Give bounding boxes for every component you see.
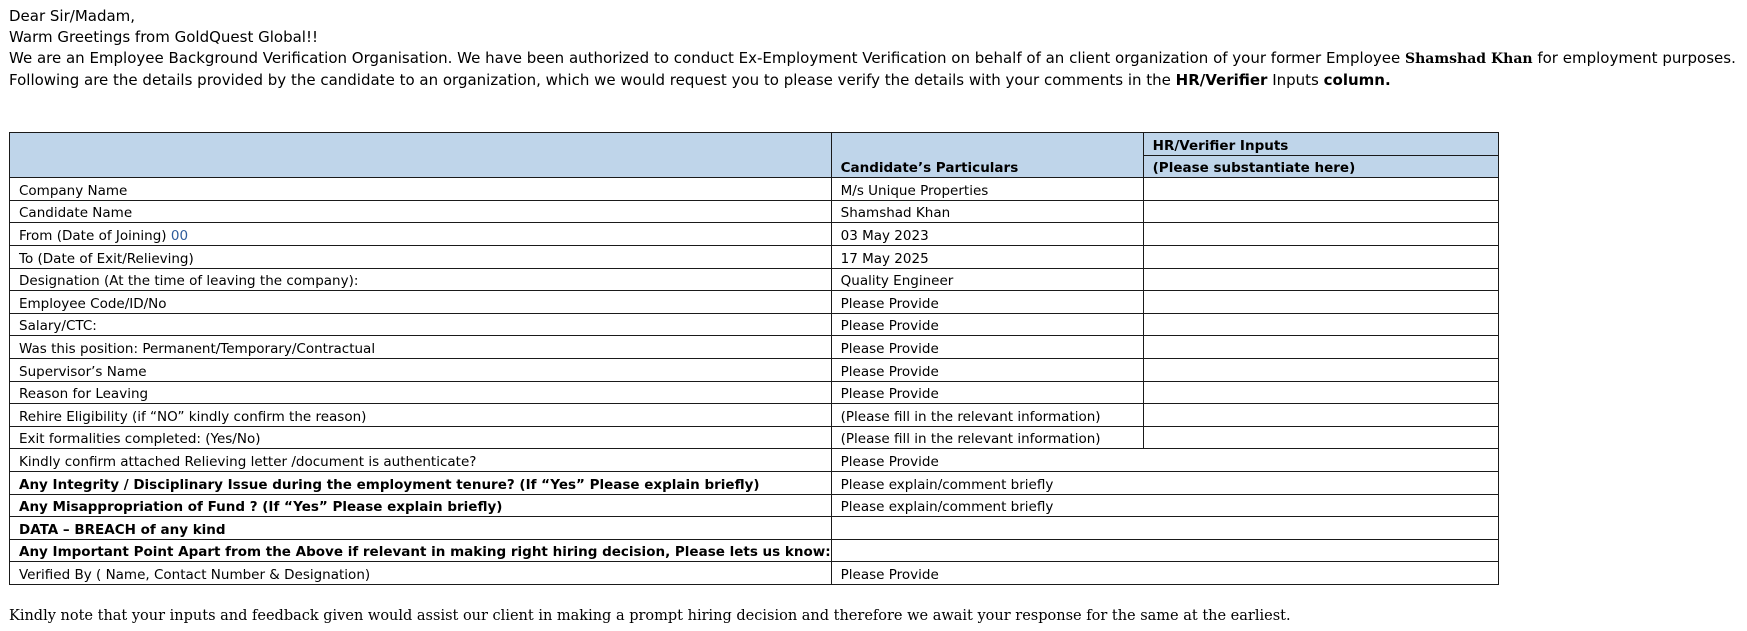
salutation: Dear Sir/Madam, — [9, 7, 136, 25]
candidate-value: Please Provide — [831, 313, 1143, 336]
candidate-value[interactable] — [831, 517, 1498, 540]
verifier-input-cell[interactable] — [1143, 178, 1498, 201]
table-row — [10, 223, 1499, 246]
table-row — [10, 404, 1499, 427]
intro-paragraph-2-start: Following are the details provided by the candidate to an organization, which we would request you to please verify the details with your comments in the — [9, 71, 1176, 89]
table-header-row-1 — [10, 133, 1499, 156]
field-label: Kindly confirm attached Relieving letter /document is authenticate? — [10, 449, 832, 472]
field-label: Salary/CTC: — [10, 313, 832, 336]
table-row — [10, 178, 1499, 201]
field-label: Any Integrity / Disciplinary Issue during the employment tenure? (If “Yes” Please explain briefly) — [10, 471, 832, 494]
table-row — [10, 539, 1499, 562]
field-label: Designation (At the time of leaving the company): — [10, 268, 832, 291]
verifier-input-cell[interactable] — [1143, 291, 1498, 314]
employee-name: Shamshad Khan — [1405, 51, 1533, 67]
verifier-input-cell[interactable] — [1143, 200, 1498, 223]
email-intro — [9, 6, 1736, 91]
candidate-value: 17 May 2025 — [831, 245, 1143, 268]
inputs-word: Inputs — [1267, 71, 1324, 89]
verifier-input-cell[interactable] — [1143, 404, 1498, 427]
table-row — [10, 381, 1499, 404]
candidate-value: Please Provide — [831, 336, 1143, 359]
closing-note: Kindly note that your inputs and feedback given would assist our client in making a prompt hiring decision and therefore we await your response for the same at the earliest. — [9, 608, 1291, 624]
candidate-value: Please Provide — [831, 381, 1143, 404]
field-label: Company Name — [10, 178, 832, 201]
table-row — [10, 358, 1499, 381]
field-label: Verified By ( Name, Contact Number & Designation) — [10, 562, 832, 585]
column-word: column. — [1323, 71, 1391, 89]
field-label: Reason for Leaving — [10, 381, 832, 404]
verifier-input-cell[interactable] — [1143, 313, 1498, 336]
verifier-input-cell[interactable] — [1143, 426, 1498, 449]
candidate-value: Please Provide — [831, 291, 1143, 314]
field-label: Employee Code/ID/No — [10, 291, 832, 314]
table-row — [10, 562, 1499, 585]
intro-paragraph-1-start: We are an Employee Background Verification Organisation. We have been authorized to conduct Ex-Employment Verification on behalf of an client organization of your former Employee — [9, 49, 1405, 67]
field-label: Any Misappropriation of Fund ? (If “Yes” Please explain briefly) — [10, 494, 832, 517]
field-label: Supervisor’s Name — [10, 358, 832, 381]
header-hr-verifier-inputs: HR/Verifier Inputs — [1143, 133, 1498, 156]
field-label: Candidate Name — [10, 200, 832, 223]
table-row — [10, 313, 1499, 336]
field-label: To (Date of Exit/Relieving) — [10, 245, 832, 268]
table-row — [10, 471, 1499, 494]
intro-paragraph-1-end: for employment purposes. — [1532, 49, 1736, 67]
table-row — [10, 517, 1499, 540]
candidate-value: Quality Engineer — [831, 268, 1143, 291]
table-row — [10, 336, 1499, 359]
field-label: Rehire Eligibility (if “NO” kindly confirm the reason) — [10, 404, 832, 427]
table-row — [10, 426, 1499, 449]
table-row — [10, 268, 1499, 291]
field-label: DATA – BREACH of any kind — [10, 517, 832, 540]
candidate-value[interactable] — [831, 539, 1498, 562]
table-row — [10, 449, 1499, 472]
verifier-input-cell[interactable] — [1143, 268, 1498, 291]
candidate-value: Please Provide — [831, 562, 1498, 585]
greeting: Warm Greetings from GoldQuest Global!! — [9, 28, 318, 46]
verification-table — [9, 132, 1499, 585]
candidate-value: Please explain/comment briefly — [831, 494, 1498, 517]
intro-paragraph-1 — [9, 48, 1736, 70]
verifier-input-cell[interactable] — [1143, 223, 1498, 246]
table-row — [10, 245, 1499, 268]
field-label: Was this position: Permanent/Temporary/Contractual — [10, 336, 832, 359]
candidate-value: Please explain/comment briefly — [831, 471, 1498, 494]
verifier-input-cell[interactable] — [1143, 381, 1498, 404]
candidate-value: 03 May 2023 — [831, 223, 1143, 246]
intro-paragraph-2 — [9, 70, 1736, 91]
candidate-value: Please Provide — [831, 449, 1498, 472]
candidate-value: M/s Unique Properties — [831, 178, 1143, 201]
verifier-input-cell[interactable] — [1143, 245, 1498, 268]
header-substantiate: (Please substantiate here) — [1143, 155, 1498, 178]
verifier-input-cell[interactable] — [1143, 336, 1498, 359]
field-label: Any Important Point Apart from the Above if relevant in making right hiring decision, Please lets us know: — [10, 539, 832, 562]
hr-verifier-label: HR/Verifier — [1175, 71, 1268, 89]
candidate-value: Please Provide — [831, 358, 1143, 381]
header-field-cell — [10, 133, 832, 178]
field-label: From (Date of Joining) — [19, 227, 171, 244]
field-label-cell — [10, 223, 832, 246]
header-candidate-particulars: Candidate’s Particulars — [831, 133, 1143, 178]
candidate-value: (Please fill in the relevant information) — [831, 404, 1143, 427]
table-row — [10, 494, 1499, 517]
field-label-suffix: 00 — [170, 227, 189, 244]
table-row — [10, 291, 1499, 314]
candidate-value: (Please fill in the relevant information) — [831, 426, 1143, 449]
field-label: Exit formalities completed: (Yes/No) — [10, 426, 832, 449]
verifier-input-cell[interactable] — [1143, 358, 1498, 381]
candidate-value: Shamshad Khan — [831, 200, 1143, 223]
table-row — [10, 200, 1499, 223]
